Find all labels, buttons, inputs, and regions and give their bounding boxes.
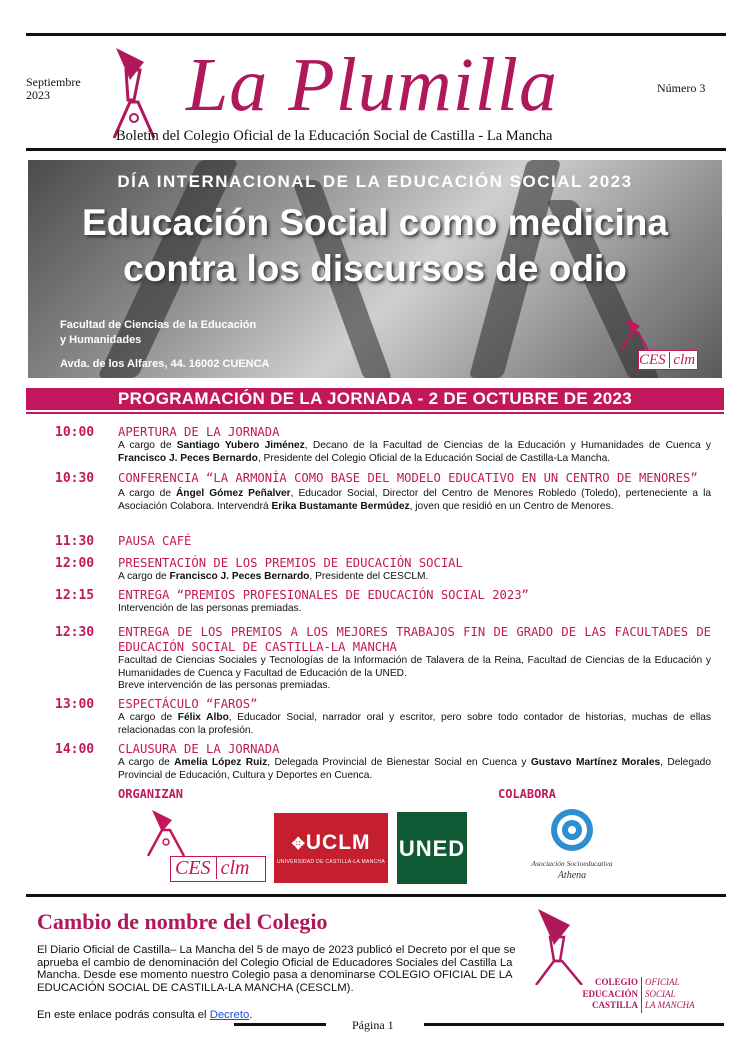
schedule-title: ENTREGA “PREMIOS PROFESIONALES DE EDUCACIÓN SOCIAL 2023” <box>118 588 529 602</box>
page-number: Página 1 <box>352 1018 394 1032</box>
banner-headline <box>28 200 722 292</box>
schedule-time: 13:00 <box>55 697 95 712</box>
schedule-title: CLAUSURA DE LA JORNADA <box>118 742 280 756</box>
schedule-time: 11:30 <box>55 534 95 549</box>
organizers-heading: ORGANIZAN <box>118 787 184 801</box>
logo-text-social: SOCIAL <box>645 988 676 999</box>
schedule-description: A cargo de Ángel Gómez Peñalver, Educador Social, Director del Centro de Menores Robledo (Toledo), perteneciente a la Asociación Colabora. Intervendrá Erika Bustamante Bermúdez, joven que residió en un Centro de Menores. <box>118 488 711 512</box>
venue-line2: y Humanidades <box>60 334 142 346</box>
date-year: 2023 <box>26 88 50 102</box>
colegio-logo <box>530 905 714 1013</box>
logo-text-castilla: CASTILLA <box>591 1000 638 1010</box>
schedule-title: PAUSA CAFÉ <box>118 534 192 548</box>
issue-date <box>26 76 81 102</box>
news-body: El Diario Oficial de Castilla– La Mancha del 5 de mayo de 2023 publicó el Decreto por el que se aprueba el cambio de denominación del Colegio Oficial de Educadores Sociales del Castilla La Mancha. Desde ese momento nuestro Colegio pasa a denominarse COLEGIO OFICIAL DE LA EDUCACIÓN SOCIAL DE CASTILLA-LA MANCHA (CESCLM). <box>37 944 516 994</box>
uclm-logo <box>274 813 388 883</box>
decreto-link[interactable]: Decreto <box>209 1009 250 1021</box>
logo-clm-text: clm <box>669 352 695 368</box>
schedule-time: 12:15 <box>55 588 95 603</box>
schedule-description: Facultad de Ciencias Sociales y Tecnologías de la Información de Talavera de la Reina, Facultad de Ciencias de la Educación y Humanidades de Cuenca y Facultad de Educación de la UNED. <box>118 655 711 679</box>
logo-ces-text: CES <box>639 352 666 368</box>
newsletter-title: La Plumilla <box>186 43 559 127</box>
uned-logo <box>397 812 467 884</box>
pen-nib-icon <box>146 808 186 856</box>
footer-rule-left <box>234 1023 326 1026</box>
program-heading: PROGRAMACIÓN DE LA JORNADA - 2 DE OCTUBRE DE 2023 <box>26 388 724 410</box>
uclm-name: ✥UCLM <box>291 831 371 854</box>
athena-line1: Asociación Socioeducativa <box>531 859 613 868</box>
news-title: Cambio de nombre del Colegio <box>37 909 328 934</box>
schedule-description: A cargo de Francisco J. Peces Bernardo, Presidente del CESCLM. <box>118 571 429 582</box>
schedule-item <box>55 697 711 737</box>
schedule-description: Intervención de las personas premiadas. <box>118 603 302 614</box>
date-month: Septiembre <box>26 75 81 89</box>
banner-kicker: DÍA INTERNACIONAL DE LA EDUCACIÓN SOCIAL 2023 <box>117 172 633 191</box>
schedule-title: PRESENTACIÓN DE LOS PREMIOS DE EDUCACIÓN SOCIAL <box>118 556 463 570</box>
schedule-item <box>55 588 711 616</box>
schedule-time: 12:00 <box>55 556 95 571</box>
uclm-subtitle: UNIVERSIDAD DE CASTILLA-LA MANCHA <box>277 859 385 865</box>
schedule-title: ENTREGA DE LOS PREMIOS A LOS MEJORES TRABAJOS FIN DE GRADO DE LAS FACULTADES DE EDUCACIÓN SOCIAL DE CASTILLA-LA MANCHA <box>118 625 711 654</box>
news-link-line: En este enlace podrás consulta el Decreto. <box>37 1009 253 1021</box>
schedule-item <box>55 556 711 584</box>
schedule-title: CONFERENCIA “LA ARMONÍA COMO BASE DEL MODELO EDUCATIVO EN UN CENTRO DE MENORES” <box>118 471 698 485</box>
schedule-description: A cargo de Santiago Yubero Jiménez, Decano de la Facultad de Ciencias de la Educación y Humanidades de Cuenca y Francisco J. Peces Bernardo, Presidente del Colegio Oficial de la Educación Social de Castilla-La Mancha. <box>118 440 711 464</box>
banner-venue <box>60 318 256 348</box>
pen-nib-logo-icon <box>104 40 184 140</box>
schedule-item <box>55 425 711 465</box>
athena-logo <box>520 806 624 888</box>
event-banner <box>28 160 722 378</box>
athena-line2: Athena <box>557 870 587 881</box>
program-heading-underline <box>26 412 724 414</box>
uclm-emblem-icon: ✥ <box>291 836 306 853</box>
venue-line1: Facultad de Ciencias de la Educación <box>60 319 257 331</box>
banner-headline-line1: Educación Social como medicina <box>81 202 668 243</box>
logo-text-la-mancha: LA MANCHA <box>645 1000 695 1010</box>
banner-headline-line2: contra los discursos de odio <box>123 248 627 289</box>
schedule-item <box>55 742 711 782</box>
logo-text-oficial: OFICIAL <box>645 977 680 987</box>
schedule-description: A cargo de Félix Albo, Educador Social, narrador oral y escritor, pero sobre todo contador de historias, muchas de ellas relacionadas con la profesión. <box>118 712 711 736</box>
newsletter-subtitle: Boletín del Colegio Oficial de la Educación Social de Castilla - La Mancha <box>116 128 553 144</box>
schedule-time: 10:30 <box>55 471 95 486</box>
schedule-note: Breve intervención de las personas premiadas. <box>118 680 331 691</box>
schedule-description: A cargo de Amelia López Ruiz, Delegada Provincial de Bienestar Social en Cuenca y Gustavo Martínez Morales, Delegado Provincial de Educación, Cultura y Deportes en Cuenca. <box>118 757 711 781</box>
logo-text-educacion: EDUCACIÓN <box>582 988 638 999</box>
schedule-title: APERTURA DE LA JORNADA <box>118 425 280 439</box>
pen-nib-icon <box>530 905 594 985</box>
uned-name: UNED <box>398 836 466 861</box>
banner-cesclm-logo <box>620 316 698 372</box>
cesclm-logo <box>140 808 268 884</box>
masthead-rule <box>26 148 726 151</box>
collaborators-heading: COLABORA <box>498 787 556 801</box>
logo-ces-text: CES <box>175 857 211 879</box>
schedule-item <box>55 534 711 549</box>
footer-rule-right <box>424 1023 724 1026</box>
section-rule <box>26 894 726 897</box>
schedule-time: 14:00 <box>55 742 95 757</box>
banner-address: Avda. de los Alfares, 44. 16002 CUENCA <box>60 358 270 370</box>
logo-clm-text: clm <box>216 857 250 879</box>
schedule-time: 10:00 <box>55 425 95 440</box>
top-rule <box>26 33 726 36</box>
schedule-item <box>55 471 711 513</box>
schedule-title: ESPECTÁCULO “FAROS” <box>118 697 258 711</box>
schedule-time: 12:30 <box>55 625 95 640</box>
athena-globe-icon <box>547 806 597 854</box>
logo-text-colegio: COLEGIO <box>594 977 638 987</box>
schedule-item <box>55 625 711 693</box>
pen-nib-icon <box>620 316 650 350</box>
issue-number: Número 3 <box>657 81 706 95</box>
